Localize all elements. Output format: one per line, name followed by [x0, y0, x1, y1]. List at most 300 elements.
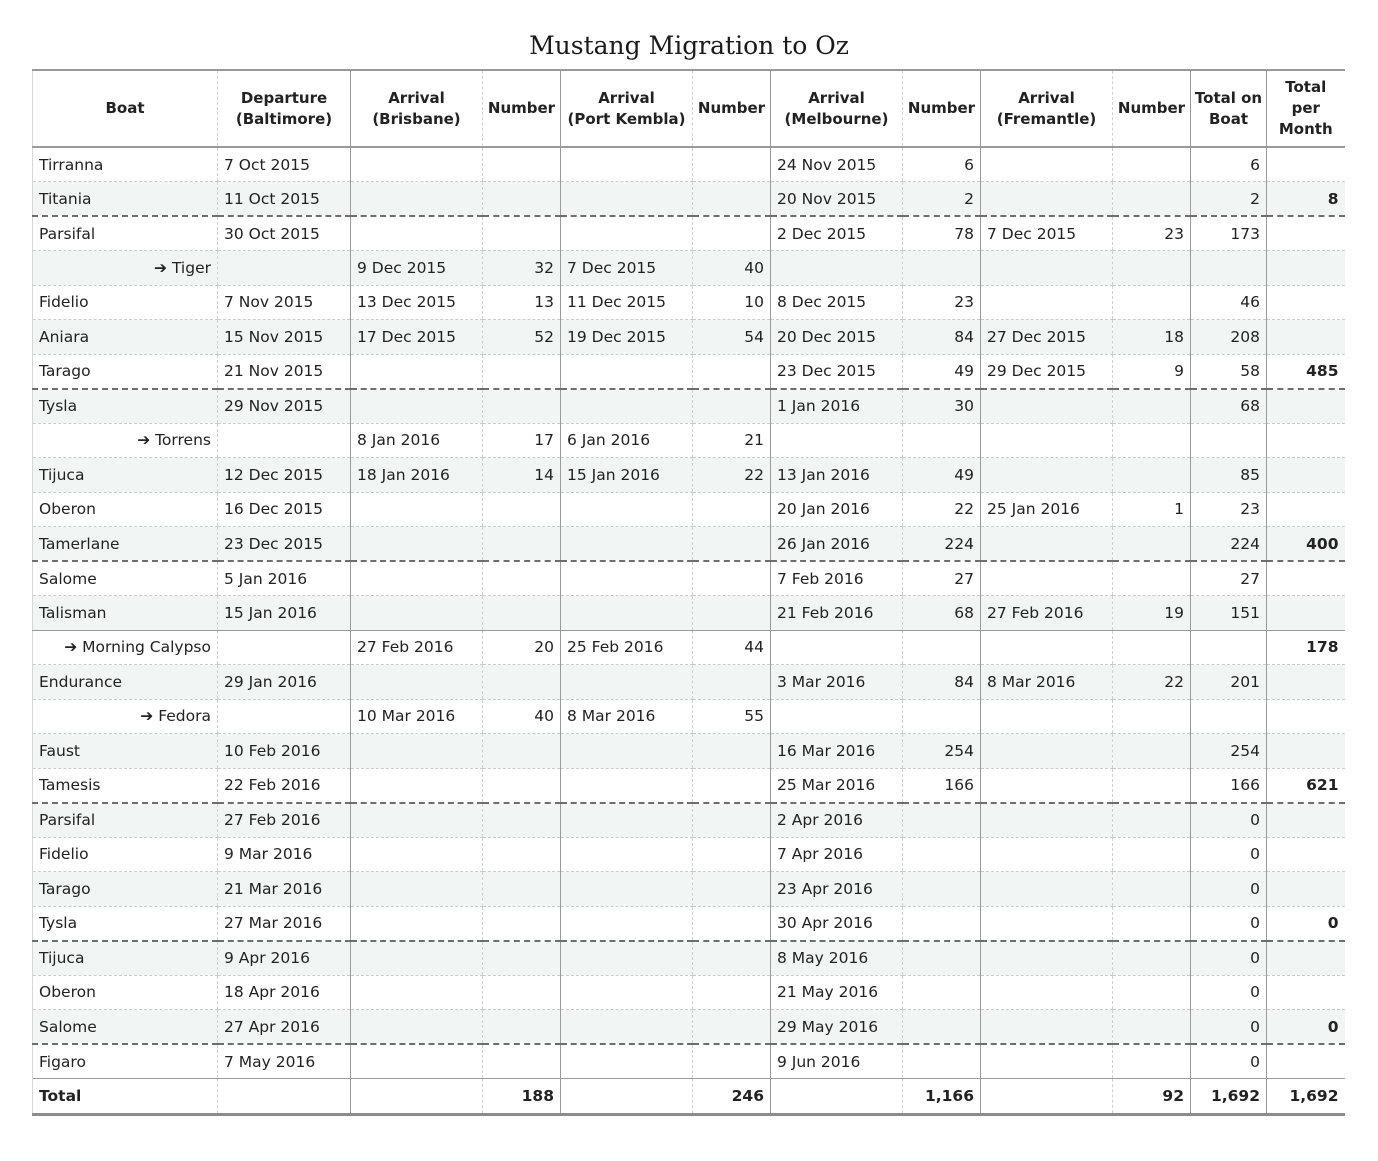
- total-on-boat-cell: 224: [1191, 527, 1267, 562]
- number-brisbane-cell: [483, 182, 561, 217]
- number-brisbane-cell: 52: [483, 320, 561, 355]
- arrival-port-kembla-cell: [561, 734, 693, 769]
- total-on-boat-cell: 208: [1191, 320, 1267, 355]
- total-per-month-cell: [1267, 216, 1345, 251]
- arrival-fremantle-cell: [981, 147, 1113, 182]
- arrival-melbourne-cell: 24 Nov 2015: [771, 147, 903, 182]
- arrival-brisbane-cell: [351, 768, 483, 803]
- boat-cell: Faust: [33, 734, 218, 769]
- arrival-brisbane-cell: [351, 492, 483, 527]
- arrival-brisbane-cell: [351, 837, 483, 872]
- arrival-melbourne-cell: [771, 630, 903, 665]
- number-melbourne-cell: [903, 1010, 981, 1045]
- number-brisbane-cell: [483, 803, 561, 838]
- number-port-kembla-cell: [693, 354, 771, 389]
- number-fremantle-cell: [1113, 147, 1191, 182]
- total-per-month: 1,692: [1267, 1079, 1345, 1115]
- departure-cell: [218, 699, 351, 734]
- number-melbourne-cell: [903, 630, 981, 665]
- table-row: [33, 492, 1345, 527]
- total-on-boat-cell: 23: [1191, 492, 1267, 527]
- departure-cell: 18 Apr 2016: [218, 975, 351, 1010]
- total-on-boat-cell: 0: [1191, 803, 1267, 838]
- number-brisbane-cell: [483, 389, 561, 424]
- arrival-melbourne-cell: 7 Feb 2016: [771, 561, 903, 596]
- arrival-port-kembla-cell: 8 Mar 2016: [561, 699, 693, 734]
- table-row: [33, 699, 1345, 734]
- total-on-boat-cell: 0: [1191, 1010, 1267, 1045]
- header-boat: Boat: [33, 70, 218, 147]
- total-port-kembla: 246: [693, 1079, 771, 1115]
- arrival-fremantle-cell: [981, 941, 1113, 976]
- total-per-month-cell: [1267, 285, 1345, 320]
- number-melbourne-cell: 84: [903, 320, 981, 355]
- arrival-fremantle-cell: [981, 458, 1113, 493]
- number-brisbane-cell: [483, 1010, 561, 1045]
- number-brisbane-cell: 14: [483, 458, 561, 493]
- header-arrival-fremantle: Arrival (Fremantle): [981, 70, 1113, 147]
- total-label: Total: [33, 1079, 218, 1115]
- arrival-melbourne-cell: 20 Jan 2016: [771, 492, 903, 527]
- departure-cell: 5 Jan 2016: [218, 561, 351, 596]
- number-fremantle-cell: 19: [1113, 596, 1191, 631]
- total-per-month-cell: 485: [1267, 354, 1345, 389]
- arrival-brisbane-cell: [351, 354, 483, 389]
- total-per-month-cell: [1267, 734, 1345, 769]
- number-fremantle-cell: 1: [1113, 492, 1191, 527]
- arrival-melbourne-cell: 30 Apr 2016: [771, 906, 903, 941]
- total-per-month-cell: [1267, 665, 1345, 700]
- total-on-boat-cell: 0: [1191, 906, 1267, 941]
- departure-cell: 7 May 2016: [218, 1044, 351, 1079]
- total-on-boat: 1,692: [1191, 1079, 1267, 1115]
- arrival-melbourne-cell: [771, 699, 903, 734]
- total-melbourne: 1,166: [903, 1079, 981, 1115]
- number-melbourne-cell: 27: [903, 561, 981, 596]
- arrival-melbourne-cell: 9 Jun 2016: [771, 1044, 903, 1079]
- arrival-fremantle-cell: [981, 975, 1113, 1010]
- number-port-kembla-cell: [693, 941, 771, 976]
- arrival-melbourne-cell: 2 Dec 2015: [771, 216, 903, 251]
- number-fremantle-cell: [1113, 872, 1191, 907]
- departure-cell: 9 Apr 2016: [218, 941, 351, 976]
- arrival-port-kembla-cell: [561, 354, 693, 389]
- total-per-month-cell: 0: [1267, 1010, 1345, 1045]
- number-port-kembla-cell: [693, 837, 771, 872]
- total-per-month-cell: 621: [1267, 768, 1345, 803]
- boat-cell: Tijuca: [33, 458, 218, 493]
- number-brisbane-cell: [483, 734, 561, 769]
- departure-cell: 22 Feb 2016: [218, 768, 351, 803]
- number-brisbane-cell: [483, 872, 561, 907]
- arrival-brisbane-cell: [351, 216, 483, 251]
- table-row: [33, 527, 1345, 562]
- total-per-month-cell: [1267, 492, 1345, 527]
- number-port-kembla-cell: [693, 768, 771, 803]
- arrival-port-kembla-cell: [561, 665, 693, 700]
- table-row: [33, 561, 1345, 596]
- total-per-month-cell: [1267, 872, 1345, 907]
- arrival-brisbane-cell: [351, 665, 483, 700]
- departure-cell: 7 Oct 2015: [218, 147, 351, 182]
- number-melbourne-cell: [903, 837, 981, 872]
- number-brisbane-cell: 13: [483, 285, 561, 320]
- number-port-kembla-cell: [693, 492, 771, 527]
- boat-cell: Oberon: [33, 975, 218, 1010]
- number-melbourne-cell: 78: [903, 216, 981, 251]
- arrival-port-kembla-cell: [561, 182, 693, 217]
- arrival-brisbane-cell: [351, 527, 483, 562]
- number-brisbane-cell: [483, 837, 561, 872]
- total-on-boat-cell: 46: [1191, 285, 1267, 320]
- total-on-boat-cell: 6: [1191, 147, 1267, 182]
- number-fremantle-cell: [1113, 975, 1191, 1010]
- total-per-month-cell: [1267, 561, 1345, 596]
- number-port-kembla-cell: 54: [693, 320, 771, 355]
- arrival-fremantle-cell: 7 Dec 2015: [981, 216, 1113, 251]
- table-row: [33, 768, 1345, 803]
- boat-cell: Fidelio: [33, 837, 218, 872]
- total-per-month-cell: [1267, 320, 1345, 355]
- total-brisbane: 188: [483, 1079, 561, 1115]
- boat-cell: ➔ Fedora: [33, 699, 218, 734]
- boat-cell: ➔ Morning Calypso: [33, 630, 218, 665]
- arrival-melbourne-cell: [771, 423, 903, 458]
- boat-cell: Oberon: [33, 492, 218, 527]
- table-row: [33, 251, 1345, 286]
- arrival-fremantle-cell: [981, 872, 1113, 907]
- arrival-port-kembla-cell: [561, 803, 693, 838]
- departure-cell: 27 Feb 2016: [218, 803, 351, 838]
- number-fremantle-cell: 22: [1113, 665, 1191, 700]
- number-port-kembla-cell: 55: [693, 699, 771, 734]
- number-fremantle-cell: [1113, 423, 1191, 458]
- arrival-fremantle-cell: [981, 630, 1113, 665]
- total-on-boat-cell: 201: [1191, 665, 1267, 700]
- total-on-boat-cell: 2: [1191, 182, 1267, 217]
- arrival-port-kembla-cell: [561, 389, 693, 424]
- number-brisbane-cell: [483, 596, 561, 631]
- number-melbourne-cell: [903, 1044, 981, 1079]
- number-fremantle-cell: [1113, 699, 1191, 734]
- boat-cell: Tijuca: [33, 941, 218, 976]
- number-melbourne-cell: [903, 423, 981, 458]
- number-melbourne-cell: 224: [903, 527, 981, 562]
- table-row: [33, 872, 1345, 907]
- arrival-melbourne-cell: 21 May 2016: [771, 975, 903, 1010]
- arrival-port-kembla-cell: [561, 837, 693, 872]
- arrival-fremantle-cell: 27 Dec 2015: [981, 320, 1113, 355]
- table-row: [33, 216, 1345, 251]
- total-on-boat-cell: 0: [1191, 1044, 1267, 1079]
- number-fremantle-cell: [1113, 182, 1191, 217]
- arrival-brisbane-cell: 8 Jan 2016: [351, 423, 483, 458]
- number-melbourne-cell: [903, 906, 981, 941]
- arrival-melbourne-cell: 26 Jan 2016: [771, 527, 903, 562]
- table-row: [33, 1010, 1345, 1045]
- table-row: [33, 285, 1345, 320]
- departure-cell: 16 Dec 2015: [218, 492, 351, 527]
- arrival-port-kembla-cell: [561, 906, 693, 941]
- boat-cell: Talisman: [33, 596, 218, 631]
- arrival-port-kembla-cell: [561, 492, 693, 527]
- total-fremantle: 92: [1113, 1079, 1191, 1115]
- boat-cell: Figaro: [33, 1044, 218, 1079]
- total-per-month-cell: [1267, 389, 1345, 424]
- total-per-month-cell: [1267, 837, 1345, 872]
- table-row: [33, 941, 1345, 976]
- number-port-kembla-cell: [693, 975, 771, 1010]
- arrival-port-kembla-cell: [561, 975, 693, 1010]
- number-melbourne-cell: 166: [903, 768, 981, 803]
- boat-cell: Parsifal: [33, 803, 218, 838]
- number-port-kembla-cell: 44: [693, 630, 771, 665]
- header-departure: Departure (Baltimore): [218, 70, 351, 147]
- number-port-kembla-cell: [693, 389, 771, 424]
- departure-cell: [218, 630, 351, 665]
- total-on-boat-cell: [1191, 251, 1267, 286]
- number-melbourne-cell: 22: [903, 492, 981, 527]
- number-fremantle-cell: [1113, 734, 1191, 769]
- arrival-fremantle-cell: [981, 527, 1113, 562]
- arrival-fremantle-cell: [981, 182, 1113, 217]
- number-fremantle-cell: [1113, 561, 1191, 596]
- number-brisbane-cell: 17: [483, 423, 561, 458]
- number-fremantle-cell: [1113, 285, 1191, 320]
- number-brisbane-cell: [483, 768, 561, 803]
- table-row: [33, 975, 1345, 1010]
- arrival-fremantle-cell: [981, 803, 1113, 838]
- total-on-boat-cell: [1191, 699, 1267, 734]
- number-port-kembla-cell: 10: [693, 285, 771, 320]
- arrival-brisbane-cell: [351, 872, 483, 907]
- table-row: [33, 596, 1345, 631]
- number-melbourne-cell: 23: [903, 285, 981, 320]
- total-per-month-cell: 400: [1267, 527, 1345, 562]
- arrival-fremantle-cell: [981, 423, 1113, 458]
- number-brisbane-cell: [483, 527, 561, 562]
- number-fremantle-cell: [1113, 527, 1191, 562]
- boat-cell: ➔ Tiger: [33, 251, 218, 286]
- table-row: [33, 665, 1345, 700]
- arrival-melbourne-cell: 1 Jan 2016: [771, 389, 903, 424]
- table-row: [33, 630, 1345, 665]
- arrival-brisbane-cell: [351, 389, 483, 424]
- table-row: [33, 803, 1345, 838]
- number-fremantle-cell: [1113, 630, 1191, 665]
- number-port-kembla-cell: [693, 872, 771, 907]
- departure-cell: [218, 423, 351, 458]
- number-port-kembla-cell: 40: [693, 251, 771, 286]
- number-port-kembla-cell: [693, 216, 771, 251]
- number-port-kembla-cell: [693, 596, 771, 631]
- total-on-boat-cell: 0: [1191, 837, 1267, 872]
- departure-cell: 29 Jan 2016: [218, 665, 351, 700]
- total-on-boat-cell: 166: [1191, 768, 1267, 803]
- number-melbourne-cell: 2: [903, 182, 981, 217]
- number-fremantle-cell: 9: [1113, 354, 1191, 389]
- arrival-fremantle-cell: 27 Feb 2016: [981, 596, 1113, 631]
- boat-cell: Tarago: [33, 872, 218, 907]
- number-port-kembla-cell: [693, 803, 771, 838]
- arrival-port-kembla-cell: 15 Jan 2016: [561, 458, 693, 493]
- number-brisbane-cell: 20: [483, 630, 561, 665]
- departure-cell: 15 Nov 2015: [218, 320, 351, 355]
- arrival-brisbane-cell: 17 Dec 2015: [351, 320, 483, 355]
- arrival-brisbane-cell: [351, 561, 483, 596]
- departure-cell: 7 Nov 2015: [218, 285, 351, 320]
- arrival-melbourne-cell: 20 Nov 2015: [771, 182, 903, 217]
- number-brisbane-cell: [483, 665, 561, 700]
- arrival-brisbane-cell: [351, 1010, 483, 1045]
- table-row: [33, 734, 1345, 769]
- number-fremantle-cell: [1113, 803, 1191, 838]
- arrival-fremantle-cell: 8 Mar 2016: [981, 665, 1113, 700]
- table-row: [33, 906, 1345, 941]
- number-brisbane-cell: 32: [483, 251, 561, 286]
- boat-cell: Tarago: [33, 354, 218, 389]
- total-per-month-cell: [1267, 699, 1345, 734]
- arrival-brisbane-cell: [351, 975, 483, 1010]
- arrival-fremantle-cell: [981, 561, 1113, 596]
- arrival-brisbane-cell: [351, 734, 483, 769]
- number-brisbane-cell: [483, 906, 561, 941]
- total-on-boat-cell: 27: [1191, 561, 1267, 596]
- departure-cell: 21 Mar 2016: [218, 872, 351, 907]
- boat-cell: Tamerlane: [33, 527, 218, 562]
- arrival-port-kembla-cell: [561, 768, 693, 803]
- arrival-fremantle-cell: 29 Dec 2015: [981, 354, 1113, 389]
- arrival-melbourne-cell: 25 Mar 2016: [771, 768, 903, 803]
- number-fremantle-cell: [1113, 1044, 1191, 1079]
- number-fremantle-cell: 18: [1113, 320, 1191, 355]
- arrival-port-kembla-cell: [561, 872, 693, 907]
- number-port-kembla-cell: [693, 527, 771, 562]
- header-number-melbourne: Number: [903, 70, 981, 147]
- header-number-brisbane: Number: [483, 70, 561, 147]
- arrival-fremantle-cell: [981, 768, 1113, 803]
- total-on-boat-cell: 0: [1191, 975, 1267, 1010]
- arrival-fremantle-cell: [981, 906, 1113, 941]
- arrival-melbourne-cell: 29 May 2016: [771, 1010, 903, 1045]
- total-on-boat-cell: 85: [1191, 458, 1267, 493]
- table-footer: [33, 1079, 1345, 1115]
- header-arrival-brisbane: Arrival (Brisbane): [351, 70, 483, 147]
- table-row: [33, 182, 1345, 217]
- arrival-melbourne-cell: 23 Dec 2015: [771, 354, 903, 389]
- boat-cell: Tysla: [33, 906, 218, 941]
- arrival-port-kembla-cell: [561, 561, 693, 596]
- total-row: [33, 1079, 1345, 1115]
- arrival-melbourne-cell: 8 Dec 2015: [771, 285, 903, 320]
- arrival-fremantle-cell: [981, 251, 1113, 286]
- arrival-brisbane-cell: 27 Feb 2016: [351, 630, 483, 665]
- arrival-port-kembla-cell: [561, 147, 693, 182]
- number-port-kembla-cell: [693, 665, 771, 700]
- header-arrival-melbourne: Arrival (Melbourne): [771, 70, 903, 147]
- departure-cell: 21 Nov 2015: [218, 354, 351, 389]
- arrival-port-kembla-cell: [561, 216, 693, 251]
- total-on-boat-cell: 254: [1191, 734, 1267, 769]
- total-per-month-cell: [1267, 147, 1345, 182]
- number-brisbane-cell: [483, 216, 561, 251]
- total-per-month-cell: [1267, 596, 1345, 631]
- number-melbourne-cell: [903, 941, 981, 976]
- number-melbourne-cell: 84: [903, 665, 981, 700]
- boat-cell: Tirranna: [33, 147, 218, 182]
- boat-cell: Salome: [33, 1010, 218, 1045]
- table-row: [33, 389, 1345, 424]
- number-melbourne-cell: 254: [903, 734, 981, 769]
- arrival-melbourne-cell: 7 Apr 2016: [771, 837, 903, 872]
- number-melbourne-cell: [903, 803, 981, 838]
- number-fremantle-cell: [1113, 389, 1191, 424]
- arrival-port-kembla-cell: 25 Feb 2016: [561, 630, 693, 665]
- total-on-boat-cell: 173: [1191, 216, 1267, 251]
- table-header: [33, 70, 1345, 147]
- page-title: Mustang Migration to Oz: [529, 31, 849, 60]
- arrival-brisbane-cell: 9 Dec 2015: [351, 251, 483, 286]
- arrival-brisbane-cell: [351, 182, 483, 217]
- number-melbourne-cell: [903, 699, 981, 734]
- departure-cell: 30 Oct 2015: [218, 216, 351, 251]
- arrival-port-kembla-cell: 7 Dec 2015: [561, 251, 693, 286]
- header-number-fremantle: Number: [1113, 70, 1191, 147]
- boat-cell: Endurance: [33, 665, 218, 700]
- arrival-melbourne-cell: 20 Dec 2015: [771, 320, 903, 355]
- departure-cell: 23 Dec 2015: [218, 527, 351, 562]
- total-on-boat-cell: 0: [1191, 941, 1267, 976]
- total-per-month-cell: 178: [1267, 630, 1345, 665]
- arrival-fremantle-cell: [981, 1044, 1113, 1079]
- number-melbourne-cell: [903, 975, 981, 1010]
- boat-cell: ➔ Torrens: [33, 423, 218, 458]
- departure-cell: 29 Nov 2015: [218, 389, 351, 424]
- boat-cell: Parsifal: [33, 216, 218, 251]
- header-number-port-kembla: Number: [693, 70, 771, 147]
- number-melbourne-cell: 30: [903, 389, 981, 424]
- arrival-port-kembla-cell: 11 Dec 2015: [561, 285, 693, 320]
- boat-cell: Titania: [33, 182, 218, 217]
- arrival-fremantle-cell: [981, 837, 1113, 872]
- arrival-brisbane-cell: 10 Mar 2016: [351, 699, 483, 734]
- departure-cell: 12 Dec 2015: [218, 458, 351, 493]
- arrival-fremantle-cell: [981, 389, 1113, 424]
- arrival-melbourne-cell: 3 Mar 2016: [771, 665, 903, 700]
- table-row: [33, 837, 1345, 872]
- number-melbourne-cell: 68: [903, 596, 981, 631]
- number-fremantle-cell: [1113, 251, 1191, 286]
- arrival-brisbane-cell: 13 Dec 2015: [351, 285, 483, 320]
- boat-cell: Salome: [33, 561, 218, 596]
- header-total-on-boat: Total on Boat: [1191, 70, 1267, 147]
- number-brisbane-cell: [483, 1044, 561, 1079]
- table-row: [33, 354, 1345, 389]
- arrival-port-kembla-cell: 6 Jan 2016: [561, 423, 693, 458]
- number-melbourne-cell: 6: [903, 147, 981, 182]
- number-fremantle-cell: [1113, 837, 1191, 872]
- number-fremantle-cell: [1113, 768, 1191, 803]
- number-brisbane-cell: [483, 975, 561, 1010]
- total-on-boat-cell: 151: [1191, 596, 1267, 631]
- number-fremantle-cell: 23: [1113, 216, 1191, 251]
- arrival-brisbane-cell: [351, 803, 483, 838]
- arrival-melbourne-cell: 23 Apr 2016: [771, 872, 903, 907]
- total-on-boat-cell: [1191, 630, 1267, 665]
- migration-table: [32, 69, 1345, 1116]
- arrival-fremantle-cell: [981, 1010, 1113, 1045]
- departure-cell: [218, 251, 351, 286]
